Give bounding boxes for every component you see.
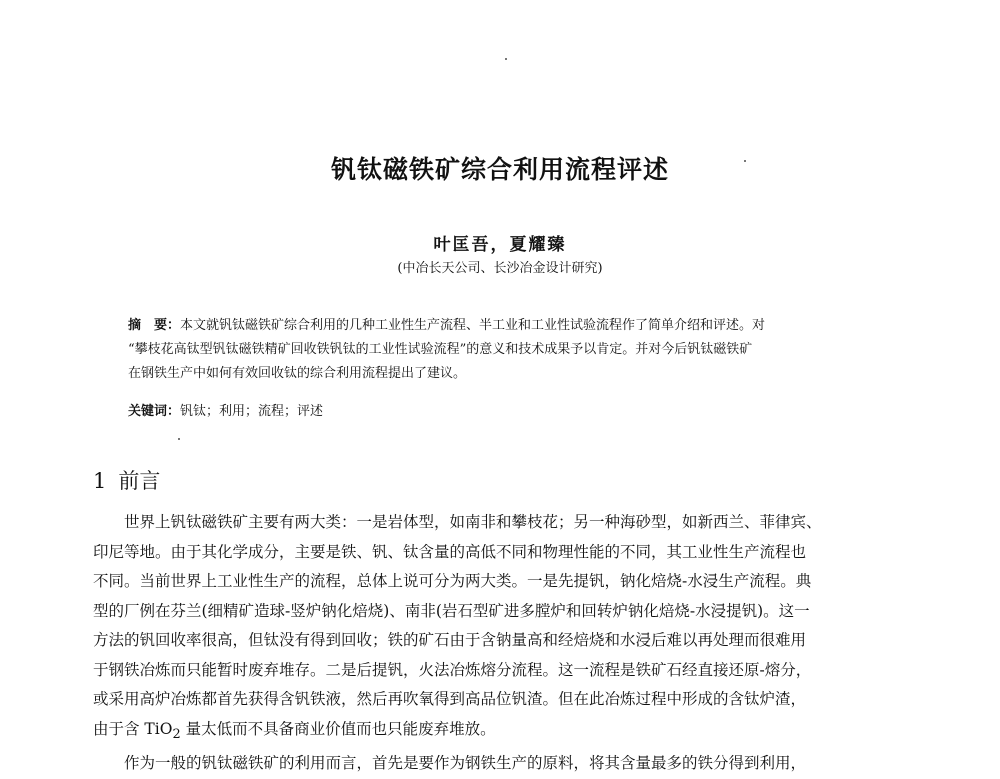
section-number: 1 [93,469,107,493]
abstract-label: 摘 要： [128,318,181,333]
body-text-segment: 由于含 TiO [93,719,173,738]
abstract-line: 在钢铁生产中如何有效回收钛的综合利用流程提出了建议。 [128,366,467,381]
body-line: 世界上钒钛磁铁矿主要有两大类：一是岩体型，如南非和攀枝花；另一种海砂型，如新西兰、菲律宾、 [124,513,822,531]
abstract-line [128,314,898,338]
body-line [93,715,903,750]
paper-title: 钒钛磁铁矿综合利用流程评述 [330,155,669,184]
body-line: 印尼等地。由于其化学成分，主要是铁、钒、钛含量的高低不同和物理性能的不同，其工业性生产流程也 [93,542,807,561]
body-line: 作为一般的钒钛磁铁矿的利用而言，首先是要作为钢铁生产的原料，将其含量最多的铁分得到利用， [124,754,807,773]
section-heading [93,465,160,495]
keywords-label: 关键词： [128,404,181,419]
body-line: 不同。当前世界上工业性生产的流程，总体上说可分为两大类。一是先提钒，钠化焙烧-水浸生产流程。典 [93,572,812,590]
subscript: 2 [172,726,181,742]
body-line: 型的厂例在芬兰(细精矿造球-竖炉钠化焙烧)、南非(岩石型矿进多膛炉和回转炉钠化焙烧-水浸提钒)。这一 [93,601,810,620]
scan-speck [505,58,507,60]
body-line: 方法的钒回收率很高，但钛没有得到回收；铁的矿石由于含钠量高和经焙烧和水浸后难以再处理而很难用 [93,631,807,649]
abstract-text: 本文就钒钛磁铁矿综合利用的几种工业性生产流程、半工业和工业性试验流程作了简单介绍和评述。对 [180,318,766,333]
paper-affiliation: (中冶长天公司、长沙冶金设计研究) [397,261,603,276]
body-line: 于钢铁冶炼而只能暂时废弃堆存。二是后提钒，火法冶炼熔分流程。这一流程是铁矿石经直接还原-熔分， [93,660,812,679]
section-title: 前言 [118,469,161,493]
keywords-text: 钒钛；利用；流程；评述 [180,404,324,419]
abstract-block [128,314,898,386]
paper-authors: 叶匡吾，夏耀臻 [433,235,567,255]
abstract-line: “攀枝花高钛型钒钛磁铁精矿回收铁钒钛的工业性试验流程”的意义和技术成果予以肯定。并对今后钒钛磁铁矿 [128,342,753,357]
body-text-segment: 量太低而不具备商业价值而也只能废弃堆放。 [180,719,496,738]
scan-speck [178,438,180,440]
body-line: 或采用高炉冶炼都首先获得含钒铁液，然后再吹氧得到高品位钒渣。但在此冶炼过程中形成的含钛炉渣， [93,690,807,708]
keywords-line [128,400,323,419]
section-body [93,508,903,779]
